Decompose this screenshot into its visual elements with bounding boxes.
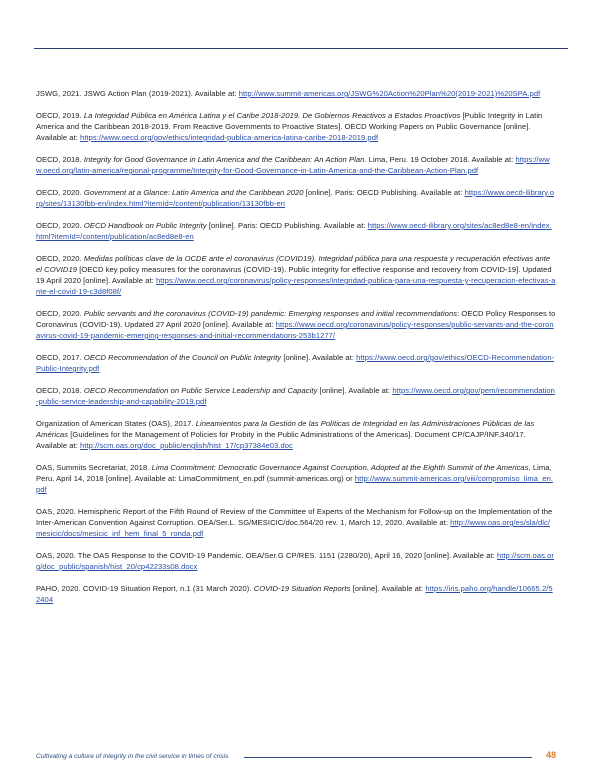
reference-text: OECD, 2020. [36,309,84,318]
reference-text: [online]. Available at: [317,386,393,395]
reference-text: [online]. Available at: [350,584,426,593]
reference-text: JSWG, 2021. JSWG Action Plan (2019-2021). Available at: [36,89,239,98]
reference-text: OECD, 2019. [36,111,84,120]
reference-text: [online]. Paris: OECD Publishing. Available at: [206,221,368,230]
reference-text: PAHO, 2020. COVID-19 Situation Report, n.1 (31 March 2020). [36,584,254,593]
reference-item [36,462,556,495]
reference-item [36,506,556,539]
footer-rule [244,757,532,758]
reference-link[interactable]: https://www.oecd-ilibrary.org/sites/13130fbb-en/index.html?itemId=/content/publication/13130fbb-en [36,188,555,208]
reference-text: OAS, 2020. Hemispheric Report of the Fifth Round of Review of the Committee of Experts of the Mechanism for Follow-up on the Implementation of the Inter-American Convention Against Corruption. OEA/Ser.L. SG/MESICIC/doc.564/20 rev. 1, March 12, 2020. Available at: [36,507,553,527]
reference-text: OECD, 2020. [36,254,84,263]
reference-text: [Public Integrity in Latin America and the Caribbean 2018-2019. From Reactive Governments to Proactive States]. OECD Working Papers on Public Governance [online]. Available at: [36,111,543,142]
reference-item [36,110,556,143]
reference-link[interactable]: https://www.oecd.org/coronavirus/policy-responses/integridad-publica-para-una-respuesta-y-recuperacion-efectivas-ante-el-covid-19-c3d8f08f/ [36,276,556,296]
reference-text: OAS, 2020. The OAS Response to the COVID-19 Pandemic. OEA/Ser.G CP/RES. 1151 (2280/20), April 16, 2020 [online]. Available at: [36,551,497,560]
reference-item [36,352,556,374]
reference-title: OECD Recommendation on Public Service Leadership and Capacity [83,386,318,395]
footer-title: Cultivating a culture of integrity in the civil service in times of crisis [36,753,229,760]
reference-text: [OECD key policy measures for the coronavirus (COVID-19). Public integrity for effective response and recovery from COVID-19]. Updated 19 April 2020 [online]. Available at: [36,265,552,285]
reference-item [36,154,556,176]
reference-title: Medidas políticas clave de la OCDE ante el coronavirus (COVID19). Integridad pública para una respuesta y recuperación efectivas ante el COVID19 [36,254,551,274]
reference-item [36,550,556,572]
reference-item [36,418,556,451]
reference-title: Government at a Glance: Latin America and the Caribbean 2020 [83,188,304,197]
reference-item [36,220,556,242]
reference-link[interactable]: https://www.oecd-ilibrary.org/sites/ac8ed8e8-en/index.html?itemId=/content/publication/ac8ed8e8-en [36,221,552,241]
reference-link[interactable]: https://www.oecd.org/gov/ethics/integridad-publica-america-latina-caribe-2018-2019.pdf [80,133,379,142]
reference-link[interactable]: http://www.summit-americas.org/JSWG%20Action%20Plan%20(2019-2021)%20SPA.pdf [238,89,541,98]
reference-title: OECD Recommendation of the Council on Public Integrity [83,353,282,362]
reference-title: COVID-19 Situation Reports [253,584,351,593]
reference-text: [online]. Paris: OECD Publishing. Available at: [303,188,465,197]
reference-link[interactable]: http://www.summit-americas.org/viii/compromiso_lima_en.pdf [36,474,554,494]
reference-text: OECD, 2017. [36,353,84,362]
reference-link[interactable]: https://www.oecd.org/latin-america/regional-programme/Integrity-for-Good-Governance-in-Latin-America-and-the-Caribbean-Action-Plan.pdf [36,155,550,175]
reference-link[interactable]: http://www.oas.org/es/sla/dlc/mesicic/docs/mesicic_inf_hem_final_5_ronda.pdf [36,518,550,538]
reference-title: Lineamientos para la Gestión de las Políticas de Integridad en las Administraciones Públicas de las Américas [36,419,535,439]
reference-title: Public servants and the coronavirus (COVID-19) pandemic: Emerging responses and initial recommendations [83,309,458,318]
reference-text: OECD, 2018. [36,155,84,164]
reference-item [36,385,556,407]
page-footer [36,752,556,764]
reference-text: OECD, 2018. [36,386,84,395]
reference-link[interactable]: http://scm.oas.org/doc_public/spanish/hist_20/cp42233s08.docx [36,551,554,571]
reference-title: OECD Handbook on Public Integrity [83,221,207,230]
reference-title: La Integridad Pública en América Latina y el Caribe 2018-2019. De Gobiernos Reactivos a Estados Proactivos [83,111,461,120]
reference-text: . Lima, Peru. 19 October 2018. Available at: [364,155,516,164]
reference-link[interactable]: https://iris.paho.org/handle/10665.2/52404 [36,584,553,604]
reference-title: Integrity for Good Governance in Latin America and the Caribbean: An Action Plan [83,155,365,164]
reference-link[interactable]: https://www.oecd.org/gov/ethics/OECD-Recommendation-Public-Integrity.pdf [36,353,555,373]
page-number: 48 [545,750,556,760]
reference-item [36,583,556,605]
reference-link[interactable]: http://scm.oas.org/doc_public/english/hist_17/cp37384e03.doc [80,441,293,450]
reference-item [36,187,556,209]
reference-text: OECD, 2020. [36,188,84,197]
reference-link[interactable]: https://www.oecd.org/gov/pem/recommendation-public-service-leadership-and-capability-2019.pdf [36,386,555,406]
reference-item [36,253,556,297]
reference-item [36,88,556,99]
reference-list [36,88,556,616]
reference-text: OAS, Summits Secretariat, 2018. [36,463,152,472]
header-rule [34,48,568,49]
reference-text: : OECD Policy Responses to Coronavirus (COVID-19). Updated 27 April 2020 [online]. Available at: [36,309,556,329]
reference-text: [Guidelines for the Management of Policies for Probity in the Public Administrations of the Americas]. Document CP/CAJP/INF.340/17. Available at: [36,430,526,450]
reference-text: Organization of American States (OAS), 2017. [36,419,196,428]
reference-text: , Lima, Peru. April 14, 2018 [online]. Available at: LimaCommitment_en.pdf (summit-americas.org) or [36,463,552,483]
reference-item [36,308,556,341]
reference-title: Lima Commitment: Democratic Governance Against Corruption. Adopted at the Eighth Summit of the Americas [151,463,529,472]
reference-text: OECD, 2020. [36,221,84,230]
reference-text: [online]. Available at: [281,353,357,362]
reference-link[interactable]: https://www.oecd.org/coronavirus/policy-responses/public-servants-and-the-coronavirus-covid-19-pandemic-emerging-responses-and-initial-recommendations-253b1277/ [36,320,554,340]
